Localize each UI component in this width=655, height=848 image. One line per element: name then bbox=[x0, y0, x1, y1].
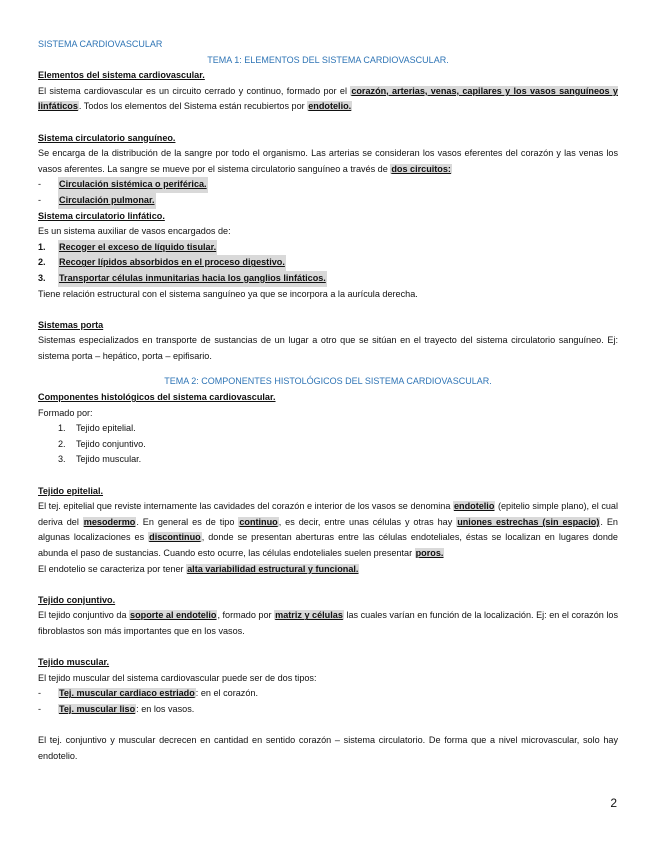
paragraph-porta: Sistemas especializados en transporte de sustancias de un lugar a otro que se sitúan en el trayecto del sistema circulatorio sanguíneo. Ej: sistema porta – hepático, porta – epifisario. bbox=[38, 335, 618, 361]
page-number: 2 bbox=[610, 796, 617, 810]
list-item: 1. Tejido epitelial. bbox=[58, 423, 136, 434]
highlight-term: corazón, arterias, venas, capilares y los vasos sanguíneos y linfáticos bbox=[38, 85, 618, 112]
paragraph-linfatico: Es un sistema auxiliar de vasos encargados de: bbox=[38, 226, 231, 237]
list-item: 2. Tejido conjuntivo. bbox=[58, 438, 146, 449]
document-page bbox=[38, 37, 618, 764]
heading-muscular: Tejido muscular. bbox=[38, 657, 110, 668]
ordered-list bbox=[38, 421, 618, 468]
section-title-tema1: TEMA 1: ELEMENTOS DEL SISTEMA CARDIOVASCULAR. bbox=[207, 54, 449, 65]
paragraph-formado: Formado por: bbox=[38, 407, 93, 418]
heading-linfatico: Sistema circulatorio linfático. bbox=[38, 210, 165, 221]
list-item: - Tej. muscular cardiaco estriado: en el corazón. bbox=[38, 688, 258, 699]
list-item: - Circulación pulmonar. bbox=[38, 193, 618, 209]
list-item: 3. Tejido muscular. bbox=[58, 454, 142, 465]
heading-conjuntivo: Tejido conjuntivo. bbox=[38, 594, 116, 605]
paragraph-closing: El tej. conjuntivo y muscular decrecen en cantidad en sentido corazón – sistema circulatorio. De forma que a nivel microvascular, solo hay endotelio. bbox=[38, 735, 618, 761]
document-title: SISTEMA CARDIOVASCULAR bbox=[38, 39, 163, 49]
heading-sanguineo: Sistema circulatorio sanguíneo. bbox=[38, 132, 176, 143]
paragraph-elementos: El sistema cardiovascular es un circuito cerrado y continuo, formado por el corazón, arterias, venas, capilares y los vasos sanguíneos y linfáticos. Todos los elementos del Sistema están recubiertos por endotelio. bbox=[38, 85, 618, 112]
paragraph-conjuntivo: El tejido conjuntivo da soporte al endotelio, formado por matriz y células las cuales varían en función de la localización. Ej: en el corazón los fibroblastos son más importantes que en los vasos. bbox=[38, 610, 619, 636]
paragraph-sanguineo: Se encarga de la distribución de la sangre por todo el organismo. Las arterias se consideran los vasos eferentes del corazón y las venas los vasos aferentes. La sangre se mueve por el sistema circulatorio sanguíneo a través de dos circuitos: bbox=[38, 148, 618, 174]
heading-componentes: Componentes histológicos del sistema cardiovascular. bbox=[38, 392, 276, 403]
paragraph-epitelial: El tej. epitelial que reviste internamente las cavidades del corazón e interior de los vasos se denomina endotelio (epitelio simple plano), el cual deriva del mesodermo. En general es de tipo continuo, es decir, entre unas células y otras hay uniones estrechas (sin espacio). En algunas localizaciones es discontinuo, donde se presentan aberturas entre las células endoteliales, éstas se localizan en lugares donde abunda el paso de sustancias. Cuando esto ocurre, las células endoteliales suelen presentar poros. bbox=[38, 501, 618, 558]
paragraph-linfatico-relacion: Tiene relación estructural con el sistema sanguíneo ya que se incorpora a la aurícula derecha. bbox=[38, 288, 418, 299]
heading-epitelial: Tejido epitelial. bbox=[38, 485, 104, 496]
heading-elementos: Elementos del sistema cardiovascular. bbox=[38, 70, 205, 81]
section-title-tema2: TEMA 2: COMPONENTES HISTOLÓGICOS DEL SISTEMA CARDIOVASCULAR. bbox=[164, 376, 492, 387]
list-item: 2. Recoger lípidos absorbidos en el proceso digestivo. bbox=[38, 255, 618, 271]
paragraph-endotelio: El endotelio se caracteriza por tener alta variabilidad estructural y funcional. bbox=[38, 563, 359, 574]
list-item: - Circulación sistémica o periférica. bbox=[38, 177, 618, 193]
highlight-term: dos circuitos: bbox=[391, 163, 451, 174]
list-item: 1. Recoger el exceso de líquido tisular. bbox=[38, 240, 618, 256]
list-item: - Tej. muscular liso: en los vasos. bbox=[38, 703, 195, 714]
paragraph-muscular: El tejido muscular del sistema cardiovascular puede ser de dos tipos: bbox=[38, 672, 317, 683]
heading-porta: Sistemas porta bbox=[38, 319, 104, 330]
list-item: 3. Transportar células inmunitarias hacia los ganglios linfáticos. bbox=[38, 271, 618, 287]
highlight-term: endotelio. bbox=[308, 101, 352, 112]
